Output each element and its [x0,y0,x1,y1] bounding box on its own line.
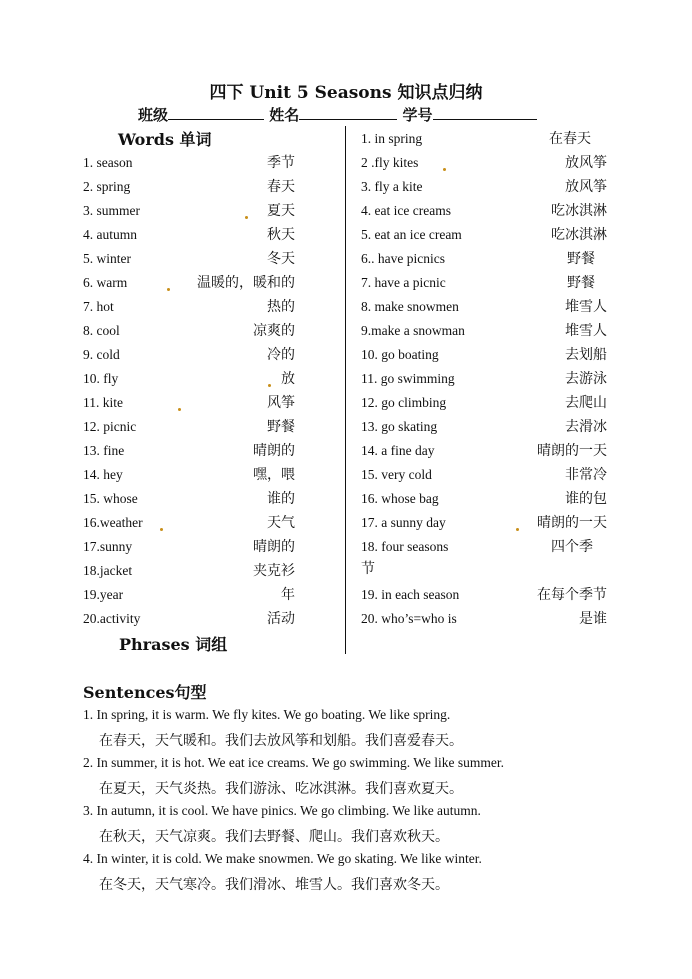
sentence-zh: 在冬天，天气寒冷。我们滑冰、堆雪人。我们喜欢冬天。 [99,877,449,893]
page-title: 四下 Unit 5 Seasons 知识点归纳 [209,83,483,103]
word-row: 14. hey 嘿，喂 [83,467,295,483]
words-heading: Words 单词 [118,130,212,149]
stray-dot [160,528,163,531]
phrase-row: 20. who’s=who is 是谁 [361,611,607,627]
phrase-row: 12. go climbing 去爬山 [361,395,607,411]
number-blank[interactable] [433,105,537,120]
sentence-en: 1. In spring, it is warm. We fly kites. We go boating. We like spring. [83,707,451,722]
word-row: 4. autumn 秋天 [83,227,295,243]
word-row: 6. warm 温暖的，暖和的 [83,275,295,291]
word-row: 15. whose 谁的 [83,491,295,507]
phrase-row: 14. a fine day 晴朗的一天 [361,443,607,459]
word-row: 10. fly 放 [83,371,295,387]
phrase-row: 17. a sunny day 晴朗的一天 [361,515,607,531]
word-row: 17.sunny 晴朗的 [83,539,295,555]
word-row: 3. summer 夏天 [83,203,295,219]
phrase-18-wrap: 节 [361,561,375,577]
word-row: 5. winter 冬天 [83,251,295,267]
phrase-row: 15. very cold 非常冷 [361,467,607,483]
word-row: 16.weather 天气 [83,515,295,531]
phrase-row: 11. go swimming 去游泳 [361,371,607,387]
stray-dot [268,384,271,387]
name-label: 姓名 [269,106,300,124]
sentence-en: 4. In winter, it is cold. We make snowmen. We go skating. We like winter. [83,851,482,866]
phrase-row: 6.. have picnics 野餐 [361,251,595,267]
word-row: 12. picnic 野餐 [83,419,295,435]
phrase-row: 19. in each season 在每个季节 [361,587,607,603]
sentences-heading: Sentences句型 [83,683,207,702]
phrase-row: 18. four seasons 四个季 [361,539,593,555]
phrase-row: 16. whose bag 谁的包 [361,491,607,507]
word-row: 8. cool 凉爽的 [83,323,295,339]
number-label: 学号 [402,106,433,124]
phrase-row: 1. in spring 在春天 [361,131,591,147]
word-row: 7. hot 热的 [83,299,295,315]
phrase-row: 2 .fly kites 放风筝 [361,155,607,171]
class-blank[interactable] [168,105,264,120]
phrases-heading: Phrases 词组 [119,635,228,654]
phrase-row: 10. go boating 去划船 [361,347,607,363]
stray-dot [178,408,181,411]
sentence-en: 2. In summer, it is hot. We eat ice creams. We go swimming. We like summer. [83,755,504,770]
phrase-row: 7. have a picnic 野餐 [361,275,595,291]
word-row: 18.jacket 夹克衫 [83,563,295,579]
stray-dot [167,288,170,291]
word-row: 13. fine 晴朗的 [83,443,295,459]
class-label: 班级 [138,106,169,124]
phrase-row: 9.make a snowman 堆雪人 [361,323,607,339]
phrase-row: 13. go skating 去滑冰 [361,419,607,435]
column-divider [345,126,346,654]
sentence-zh: 在夏天，天气炎热。我们游泳、吃冰淇淋。我们喜欢夏天。 [99,781,463,797]
word-row: 9. cold 冷的 [83,347,295,363]
stray-dot [245,216,248,219]
word-row: 2. spring 春天 [83,179,295,195]
phrase-row: 4. eat ice creams 吃冰淇淋 [361,203,607,219]
word-row: 20.activity 活动 [83,611,295,627]
word-row: 19.year 年 [83,587,295,603]
word-row: 11. kite 风筝 [83,395,295,411]
student-info [138,104,537,125]
phrase-row: 8. make snowmen 堆雪人 [361,299,607,315]
word-row: 1. season 季节 [83,155,295,171]
phrase-row: 3. fly a kite 放风筝 [361,179,607,195]
sentence-zh: 在秋天，天气凉爽。我们去野餐、爬山。我们喜欢秋天。 [99,829,449,845]
sentence-en: 3. In autumn, it is cool. We have pinics. We go climbing. We like autumn. [83,803,481,818]
name-blank[interactable] [299,105,397,120]
phrase-row: 5. eat an ice cream 吃冰淇淋 [361,227,607,243]
sentence-zh: 在春天，天气暖和。我们去放风筝和划船。我们喜爱春天。 [99,733,463,749]
